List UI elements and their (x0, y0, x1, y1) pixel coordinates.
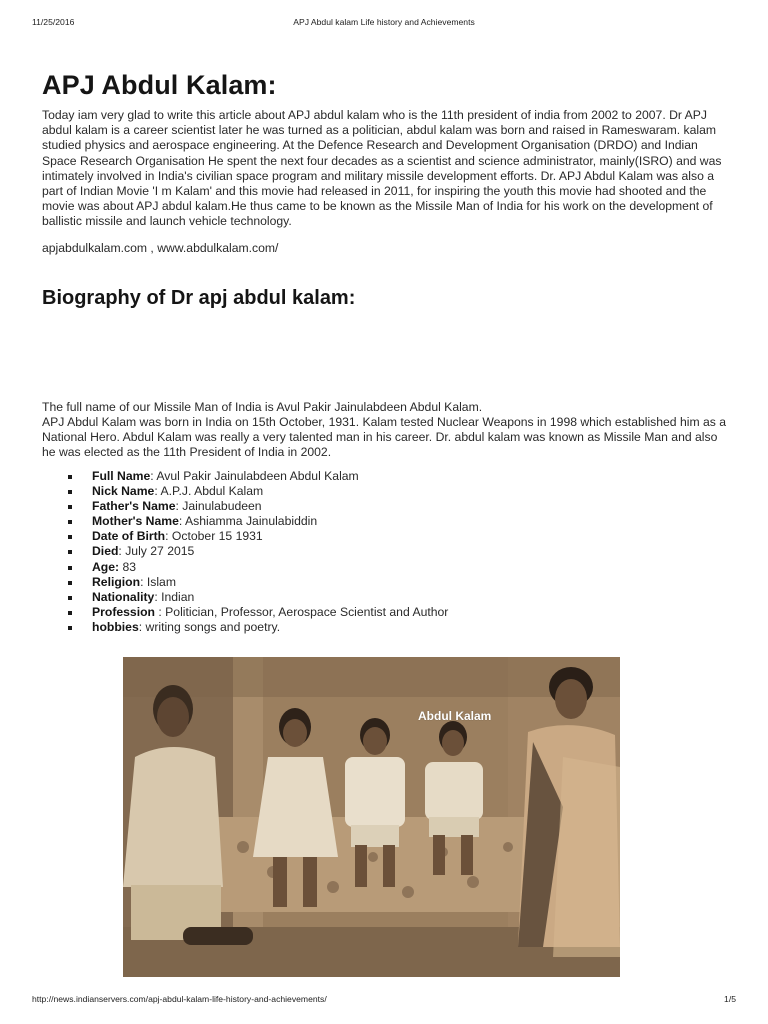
fact-value: writing songs and poetry. (145, 619, 281, 634)
fact-value: Islam (146, 574, 176, 589)
apjabdulkalam-link[interactable]: apjabdulkalam.com (42, 240, 148, 255)
print-document-title: APJ Abdul kalam Life history and Achievements (293, 17, 475, 27)
fact-value: 83 (122, 559, 137, 574)
fact-key: Mother's Name (92, 514, 179, 529)
fact-value: A.P.J. Abdul Kalam (160, 484, 264, 499)
fact-value: Avul Pakir Jainulabdeen Abdul Kalam (156, 469, 359, 483)
fact-key: Profession (92, 604, 155, 619)
bullet-icon (68, 475, 72, 479)
abdulkalam-link[interactable]: www.abdulkalam.com/ (157, 240, 279, 255)
bio-paragraph-birth: APJ Abdul Kalam was born in India on 15th October, 1931. Kalam tested Nuclear Weapons in 1998 which established him as a National Hero. Abdul Kalam was really a very talented man in his career. Dr. abdul kalam was known as Missile Man and also he was elected as the 11th President of India in 2002. (42, 415, 727, 460)
intro-paragraph: Today iam very glad to write this article about APJ abdul kalam who is the 11th president of india from 2002 to 2007. Dr APJ abdul kalam is a career scientist later he was turned as a politician, abdul kalam was born and raised in Rameswaram. kalam studied physics and aerospace engineering. At the Defence Research and Development Organisation (DRDO) and Indian Space Research Organisation He spent the next four decades as a scientist and science administrator, mainly(ISRO) and was intimately involved in India's civilian space program and military missile development efforts. Dr. APJ Abdul Kalam was also a part of Indian Movie 'I m Kalam' and this movie had released in 2011, for inspiring the youth this movie had shooted and the movie was about APJ abdul kalam.He thus came to be known as the Missile Man of India for his work on the development of ballistic missile and launch vehicle technology. (42, 108, 722, 229)
facts-list (42, 469, 732, 635)
fact-mothers-name: Mother's Name: Ashiamma Jainulabiddin (42, 514, 732, 529)
bullet-icon (68, 520, 72, 524)
bullet-icon (68, 596, 72, 600)
fact-value: July 27 2015 (125, 544, 195, 559)
fact-key: Full Name (92, 469, 151, 483)
fact-nationality: Nationality: Indian (42, 590, 732, 605)
fact-value: Politician, Professor, Aerospace Scientist and Author (165, 604, 449, 619)
biography-text (42, 400, 732, 460)
fact-value: Ashiamma Jainulabiddin (185, 514, 318, 529)
bullet-icon (68, 581, 72, 585)
print-date: 11/25/2016 (32, 17, 75, 27)
page-url: http://news.indianservers.com/apj-abdul-kalam-life-history-and-achievements/ (32, 994, 327, 1004)
reference-links (42, 241, 732, 256)
bullet-icon (68, 535, 72, 539)
fact-full-name: Full Name: Avul Pakir Jainulabdeen Abdul Kalam (42, 469, 732, 484)
article-title: APJ Abdul Kalam: (42, 70, 277, 100)
fact-value: Indian (161, 589, 195, 604)
fact-value: Jainulabudeen (182, 499, 262, 514)
fact-died: Died: July 27 2015 (42, 544, 732, 559)
fact-key: Nick Name (92, 484, 155, 499)
biography-heading: Biography of Dr apj abdul kalam: (42, 287, 356, 309)
fact-fathers-name: Father's Name: Jainulabudeen (42, 499, 732, 514)
fact-hobbies: hobbies: writing songs and poetry. (42, 620, 732, 635)
bullet-icon (68, 566, 72, 570)
fact-key: Date of Birth (92, 529, 166, 544)
bullet-icon (68, 626, 72, 630)
link-separator: , (147, 240, 158, 255)
bullet-icon (68, 550, 72, 554)
fact-profession: Profession : Politician, Professor, Aerospace Scientist and Author (42, 605, 732, 620)
bullet-icon (68, 505, 72, 509)
fact-age (42, 560, 732, 575)
page-number: 1/5 (724, 994, 736, 1004)
photo-caption: Abdul Kalam (418, 709, 492, 723)
bullet-icon (68, 611, 72, 615)
fact-key: Father's Name (92, 499, 176, 514)
fact-key: Religion (92, 574, 141, 589)
fact-key: Nationality (92, 589, 155, 604)
fact-value: October 15 1931 (171, 529, 263, 544)
print-footer (0, 994, 768, 1008)
fact-key: Died (92, 544, 119, 559)
fact-nick-name: Nick Name: A.P.J. Abdul Kalam (42, 484, 732, 499)
bio-paragraph-fullname: The full name of our Missile Man of India is Avul Pakir Jainulabdeen Abdul Kalam. (42, 400, 483, 414)
fact-key: Age: (92, 559, 120, 574)
family-photo-illustration (123, 657, 620, 977)
fact-religion: Religion: Islam (42, 575, 732, 590)
family-photo (123, 657, 620, 977)
fact-date-of-birth: Date of Birth: October 15 1931 (42, 529, 732, 544)
print-header (0, 17, 768, 31)
article-content (42, 66, 732, 634)
fact-key: hobbies (92, 619, 139, 634)
bullet-icon (68, 490, 72, 494)
